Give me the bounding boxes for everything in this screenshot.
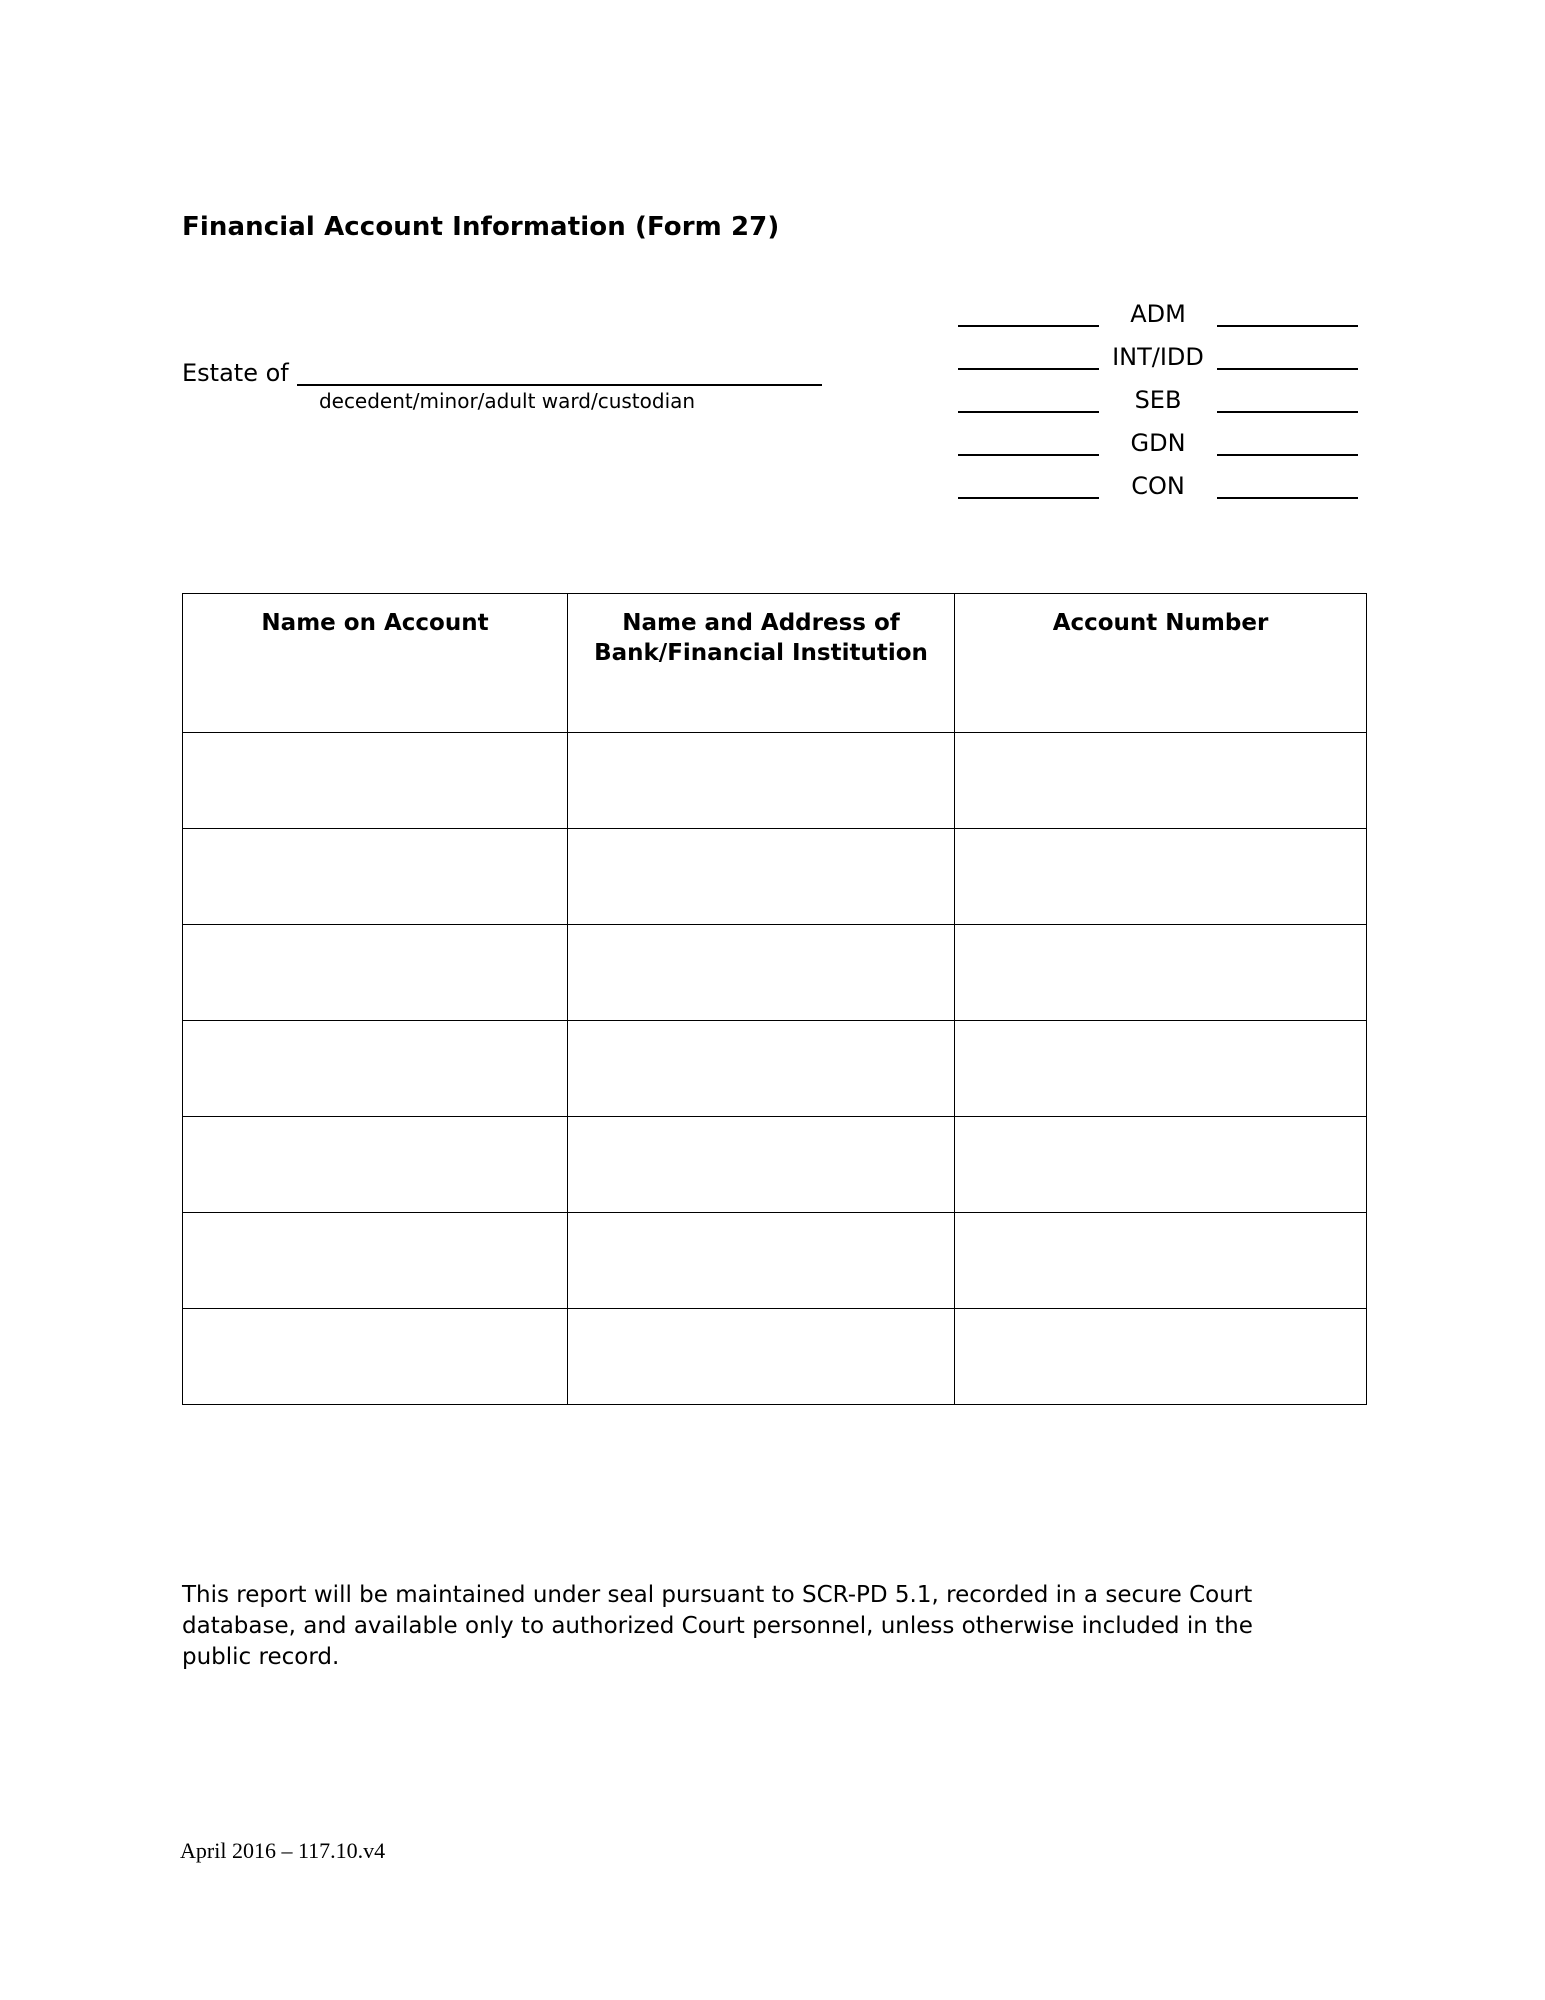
cell-bank-name-address[interactable] (568, 829, 955, 925)
code-int-idd-label: INT/IDD (1112, 343, 1204, 371)
cell-account-number[interactable] (955, 829, 1367, 925)
table-row (183, 925, 1367, 1021)
column-header-account-number-line-1: Account Number (1052, 610, 1269, 636)
code-int-idd-right-input[interactable] (1217, 346, 1358, 370)
cell-account-number[interactable] (955, 1213, 1367, 1309)
accounts-table-body (183, 733, 1367, 1405)
code-con-left-input[interactable] (958, 475, 1099, 499)
column-header-bank (568, 594, 955, 733)
cell-bank-name-address[interactable] (568, 1309, 955, 1405)
cell-account-number[interactable] (955, 1021, 1367, 1117)
code-adm-left-input[interactable] (958, 303, 1099, 327)
code-seb-left-input[interactable] (958, 389, 1099, 413)
cell-name-on-account[interactable] (183, 829, 568, 925)
column-header-bank-line-2: Bank/Financial Institution (594, 640, 928, 667)
cell-name-on-account[interactable] (183, 1117, 568, 1213)
cell-bank-name-address[interactable] (568, 733, 955, 829)
table-row (183, 1021, 1367, 1117)
code-gdn-label: GDN (1130, 429, 1186, 457)
cell-account-number[interactable] (955, 1117, 1367, 1213)
column-header-name-on-account (183, 594, 568, 733)
code-row-con (958, 456, 1358, 499)
estate-of-label: Estate of (182, 358, 289, 387)
cell-name-on-account[interactable] (183, 1021, 568, 1117)
code-con-right-input[interactable] (1217, 475, 1358, 499)
table-row (183, 829, 1367, 925)
code-gdn-left-input[interactable] (958, 432, 1099, 456)
cell-name-on-account[interactable] (183, 1213, 568, 1309)
case-type-codes-section (958, 284, 1358, 499)
code-row-adm (958, 284, 1358, 327)
code-seb-label: SEB (1134, 386, 1182, 414)
cell-name-on-account[interactable] (183, 733, 568, 829)
cell-bank-name-address[interactable] (568, 1021, 955, 1117)
cell-account-number[interactable] (955, 733, 1367, 829)
table-row (183, 733, 1367, 829)
cell-name-on-account[interactable] (183, 1309, 568, 1405)
cell-account-number[interactable] (955, 1309, 1367, 1405)
estate-of-section (182, 358, 822, 413)
estate-of-input[interactable] (297, 358, 822, 386)
table-row (183, 1309, 1367, 1405)
table-row (183, 1213, 1367, 1309)
code-row-gdn (958, 413, 1358, 456)
code-int-idd-left-input[interactable] (958, 346, 1099, 370)
column-header-account-number (955, 594, 1367, 733)
table-row (183, 1117, 1367, 1213)
code-adm-label: ADM (1130, 300, 1186, 328)
accounts-table (182, 593, 1367, 1405)
cell-bank-name-address[interactable] (568, 925, 955, 1021)
cell-account-number[interactable] (955, 925, 1367, 1021)
code-row-seb (958, 370, 1358, 413)
accounts-table-head (183, 594, 1367, 733)
code-con-label: CON (1131, 472, 1185, 500)
revision-footer: April 2016 – 117.10.v4 (180, 1838, 386, 1863)
estate-of-caption: decedent/minor/adult ward/custodian (318, 389, 696, 413)
cell-bank-name-address[interactable] (568, 1117, 955, 1213)
page-title: Financial Account Information (Form 27) (182, 212, 780, 242)
code-seb-right-input[interactable] (1217, 389, 1358, 413)
cell-name-on-account[interactable] (183, 925, 568, 1021)
code-gdn-right-input[interactable] (1217, 432, 1358, 456)
accounts-table-header-row (183, 594, 1367, 733)
code-adm-right-input[interactable] (1217, 303, 1358, 327)
column-header-bank-line-1: Name and Address of (622, 610, 900, 636)
column-header-name-on-account-line-1: Name on Account (261, 610, 489, 636)
cell-bank-name-address[interactable] (568, 1213, 955, 1309)
seal-notice-text: This report will be maintained under seal pursuant to SCR-PD 5.1, recorded in a secure Court database, and available only to authorized Court personnel, unless otherwise included in the public record. (182, 1582, 1253, 1670)
code-row-int-idd (958, 327, 1358, 370)
estate-of-row (182, 358, 822, 386)
